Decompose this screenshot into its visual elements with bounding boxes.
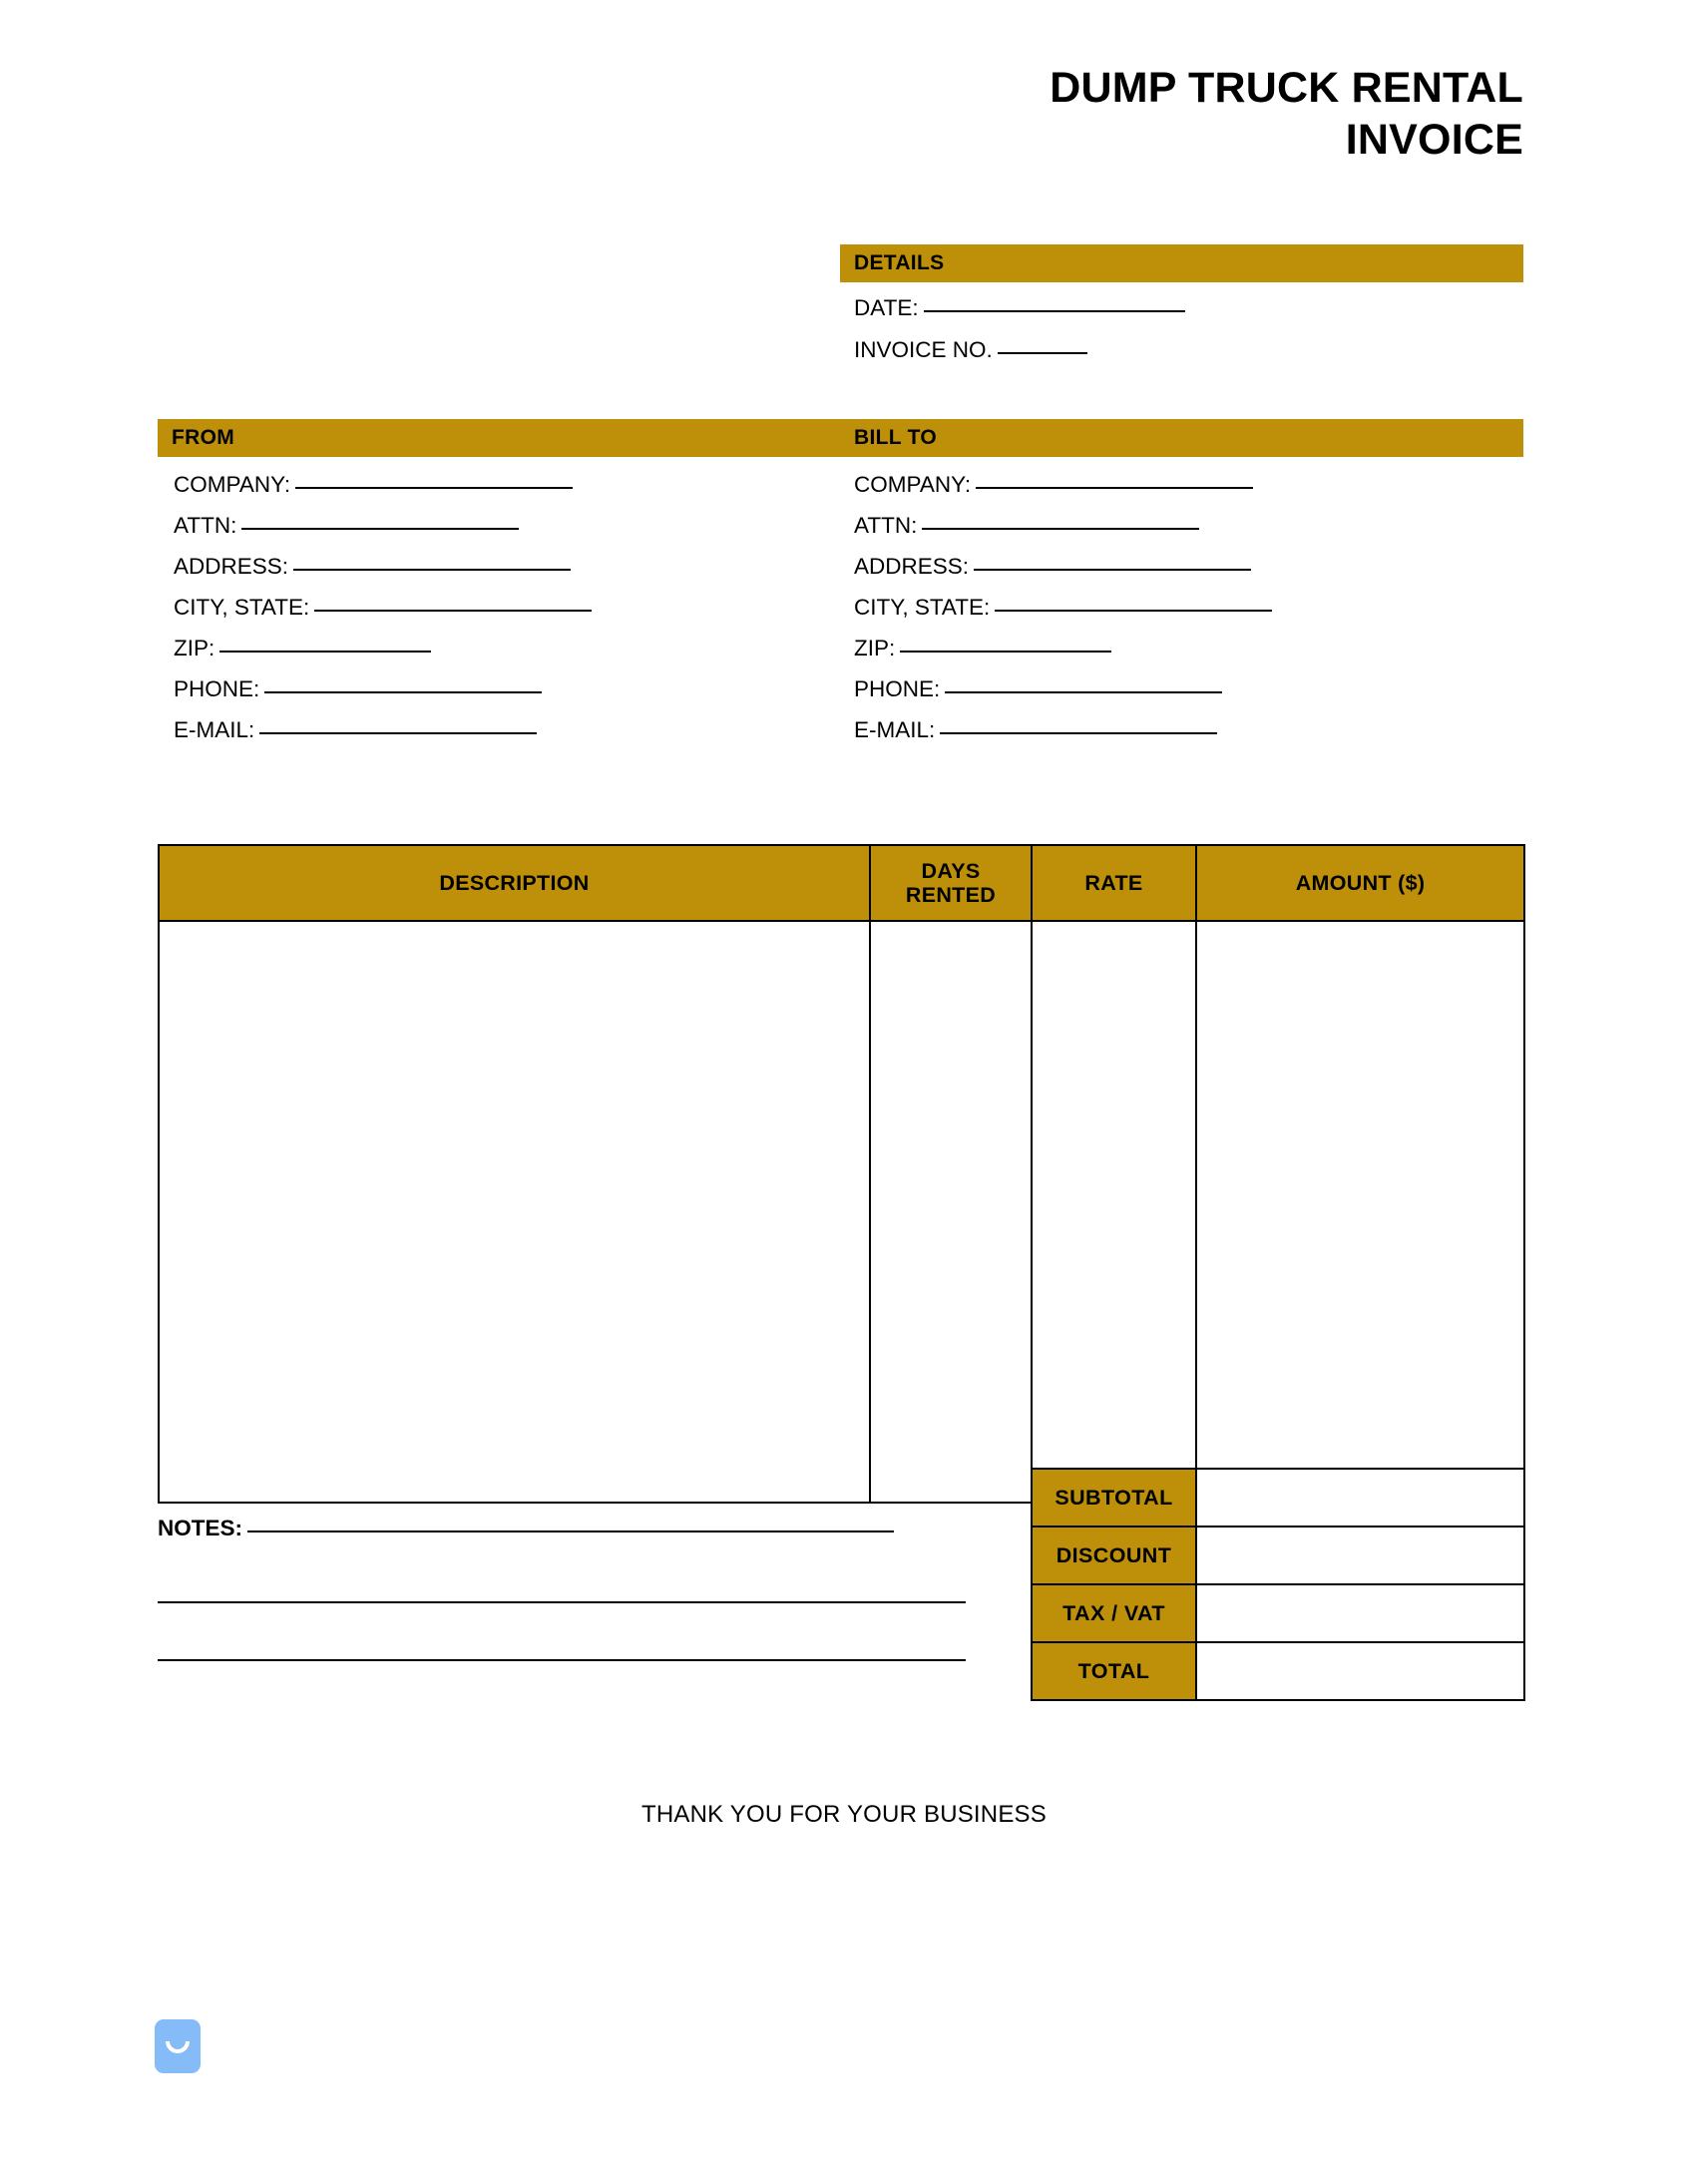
- totals-value-subtotal[interactable]: [1196, 1469, 1524, 1527]
- billto-company-input[interactable]: [976, 487, 1253, 489]
- notes-input-line-1[interactable]: [247, 1530, 894, 1532]
- field-invoice-no[interactable]: [854, 329, 1185, 371]
- billto-city-state-label: CITY, STATE:: [854, 595, 991, 620]
- from-zip-input[interactable]: [219, 651, 431, 653]
- billto-phone-label: PHONE:: [854, 676, 941, 701]
- billto-section-label: BILL TO: [854, 426, 937, 449]
- totals-label-total: TOTAL: [1032, 1642, 1196, 1700]
- column-header-days-rented: [870, 845, 1032, 921]
- from-company-input[interactable]: [295, 487, 573, 489]
- billto-city-state-input[interactable]: [995, 610, 1272, 612]
- billto-zip-input[interactable]: [900, 651, 1111, 653]
- billto-email-input[interactable]: [940, 732, 1217, 734]
- page-title: [158, 62, 1523, 167]
- totals-value-discount[interactable]: [1196, 1527, 1524, 1584]
- totals-value-total[interactable]: [1196, 1642, 1524, 1700]
- title-line-2: INVOICE: [1345, 116, 1523, 165]
- from-billto-section-bar: [158, 419, 1523, 457]
- cell-description[interactable]: [159, 921, 870, 1503]
- from-company-label: COMPANY:: [174, 472, 291, 497]
- from-field-city-state[interactable]: [174, 587, 592, 628]
- details-fields: [854, 287, 1185, 371]
- totals-row-discount: [1032, 1527, 1524, 1584]
- table-header-row: [159, 845, 1524, 921]
- from-field-email[interactable]: [174, 709, 592, 750]
- billto-field-phone[interactable]: [854, 668, 1272, 709]
- totals-label-subtotal: SUBTOTAL: [1032, 1469, 1196, 1527]
- line-items-table: [158, 844, 1525, 1504]
- billto-field-company[interactable]: [854, 464, 1272, 505]
- billto-address-input[interactable]: [974, 569, 1251, 571]
- from-address-input[interactable]: [293, 569, 571, 571]
- column-header-rate: RATE: [1032, 845, 1196, 921]
- from-phone-input[interactable]: [264, 691, 542, 693]
- notes-first-line[interactable]: [158, 1512, 966, 1545]
- column-header-description: DESCRIPTION: [159, 845, 870, 921]
- notes-label: NOTES:: [158, 1516, 243, 1540]
- table-row: [159, 921, 1524, 1503]
- from-section-label: FROM: [172, 426, 235, 449]
- from-address-label: ADDRESS:: [174, 554, 289, 579]
- totals-value-tax-vat[interactable]: [1196, 1584, 1524, 1642]
- column-header-amount: AMOUNT ($): [1196, 845, 1524, 921]
- logo-smile-arc: [166, 2041, 190, 2053]
- details-section-label: DETAILS: [854, 251, 945, 274]
- from-phone-label: PHONE:: [174, 676, 260, 701]
- totals-row-subtotal: [1032, 1469, 1524, 1527]
- from-field-address[interactable]: [174, 546, 592, 587]
- from-field-zip[interactable]: [174, 628, 592, 668]
- cell-amount[interactable]: [1196, 921, 1524, 1503]
- field-date-label: DATE:: [854, 295, 919, 320]
- billto-field-city-state[interactable]: [854, 587, 1272, 628]
- billto-field-address[interactable]: [854, 546, 1272, 587]
- from-city-state-label: CITY, STATE:: [174, 595, 310, 620]
- notes-input-line-3[interactable]: [158, 1659, 966, 1661]
- cell-rate[interactable]: [1032, 921, 1196, 1503]
- billto-field-email[interactable]: [854, 709, 1272, 750]
- totals-label-tax-vat: TAX / VAT: [1032, 1584, 1196, 1642]
- notes-input-line-2[interactable]: [158, 1601, 966, 1603]
- from-city-state-input[interactable]: [314, 610, 592, 612]
- from-email-label: E-MAIL:: [174, 717, 255, 742]
- billto-field-attn[interactable]: [854, 505, 1272, 546]
- billto-field-zip[interactable]: [854, 628, 1272, 668]
- cell-days-rented[interactable]: [870, 921, 1032, 1503]
- from-field-attn[interactable]: [174, 505, 592, 546]
- billto-address-label: ADDRESS:: [854, 554, 970, 579]
- totals-row-total: [1032, 1642, 1524, 1700]
- from-fields: [174, 464, 592, 750]
- footer-thank-you: THANK YOU FOR YOUR BUSINESS: [641, 1801, 1047, 1828]
- billto-attn-input[interactable]: [922, 528, 1199, 530]
- from-attn-input[interactable]: [241, 528, 519, 530]
- field-date[interactable]: [854, 287, 1185, 329]
- field-invoice-no-label: INVOICE NO.: [854, 337, 993, 362]
- from-field-company[interactable]: [174, 464, 592, 505]
- smile-bag-logo-icon: [155, 2019, 201, 2073]
- details-section-bar: [840, 244, 1523, 282]
- from-attn-label: ATTN:: [174, 513, 237, 538]
- column-header-days-rented-line2: RENTED: [905, 883, 997, 907]
- billto-company-label: COMPANY:: [854, 472, 972, 497]
- notes-block: [158, 1512, 966, 1661]
- billto-zip-label: ZIP:: [854, 636, 896, 660]
- billto-phone-input[interactable]: [945, 691, 1222, 693]
- from-field-phone[interactable]: [174, 668, 592, 709]
- billto-email-label: E-MAIL:: [854, 717, 936, 742]
- totals-label-discount: DISCOUNT: [1032, 1527, 1196, 1584]
- from-email-input[interactable]: [259, 732, 537, 734]
- title-line-1: DUMP TRUCK RENTAL: [1050, 64, 1523, 112]
- totals-row-tax-vat: [1032, 1584, 1524, 1642]
- column-header-days-rented-line1: DAYS: [921, 858, 981, 883]
- field-invoice-no-input[interactable]: [998, 352, 1087, 354]
- billto-fields: [854, 464, 1272, 750]
- from-zip-label: ZIP:: [174, 636, 215, 660]
- billto-attn-label: ATTN:: [854, 513, 918, 538]
- field-date-input[interactable]: [924, 310, 1185, 312]
- totals-table: [1031, 1468, 1525, 1701]
